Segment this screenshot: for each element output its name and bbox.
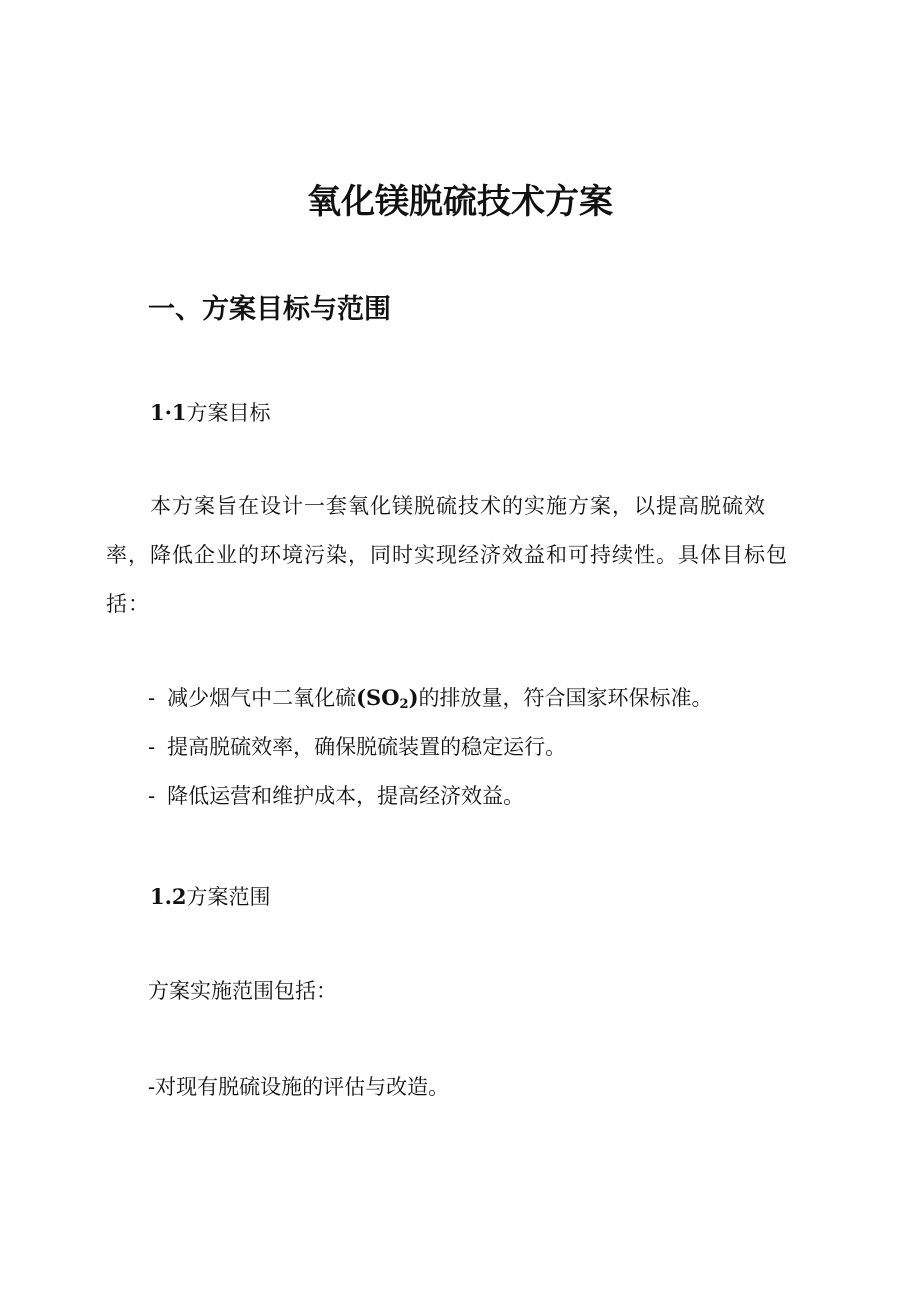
section-heading-1: 一、方案目标与范围 (148, 294, 391, 325)
bullet-item-1 (148, 683, 713, 720)
document-title: 氧化镁脱硫技术方案 (307, 182, 613, 222)
bullet-text: 提高脱硫效率，确保脱硫装置的稳定运行。 (167, 735, 567, 759)
bullet-text-post: 的排放量，符合国家环保标准。 (418, 686, 713, 710)
bullet-dash: - (148, 686, 156, 710)
subsection-number: 1.2 (150, 884, 187, 909)
bullet-dash: - (148, 735, 156, 759)
subsection-number: 1·1 (150, 400, 187, 425)
objective-paragraph: 本方案旨在设计一套氧化镁脱硫技术的实施方案，以提高脱硫效率，降低企业的环境污染，同时实现经济效益和可持续性。具体目标包括： (106, 494, 788, 616)
subsection-title: 方案目标 (186, 401, 271, 425)
bullet-text: 降低运营和维护成本，提高经济效益。 (167, 784, 525, 808)
bullet-item-3 (148, 781, 524, 811)
formula-open: (SO (356, 685, 400, 710)
subsection-title: 方案范围 (186, 885, 271, 909)
bullet-dash: - (148, 784, 156, 808)
subsection-heading-1-1 (150, 398, 271, 428)
scope-item-1: -对现有脱硫设施的评估与改造。 (148, 1075, 450, 1099)
scope-intro: 方案实施范围包括： (148, 979, 337, 1003)
formula-subscript: 2 (399, 697, 409, 712)
bullet-text-pre: 减少烟气中二氧化硫 (167, 686, 357, 710)
subsection-heading-1-2 (150, 882, 271, 912)
chemical-formula (356, 685, 418, 710)
formula-close: ) (408, 685, 419, 710)
bullet-item-2 (148, 732, 566, 762)
